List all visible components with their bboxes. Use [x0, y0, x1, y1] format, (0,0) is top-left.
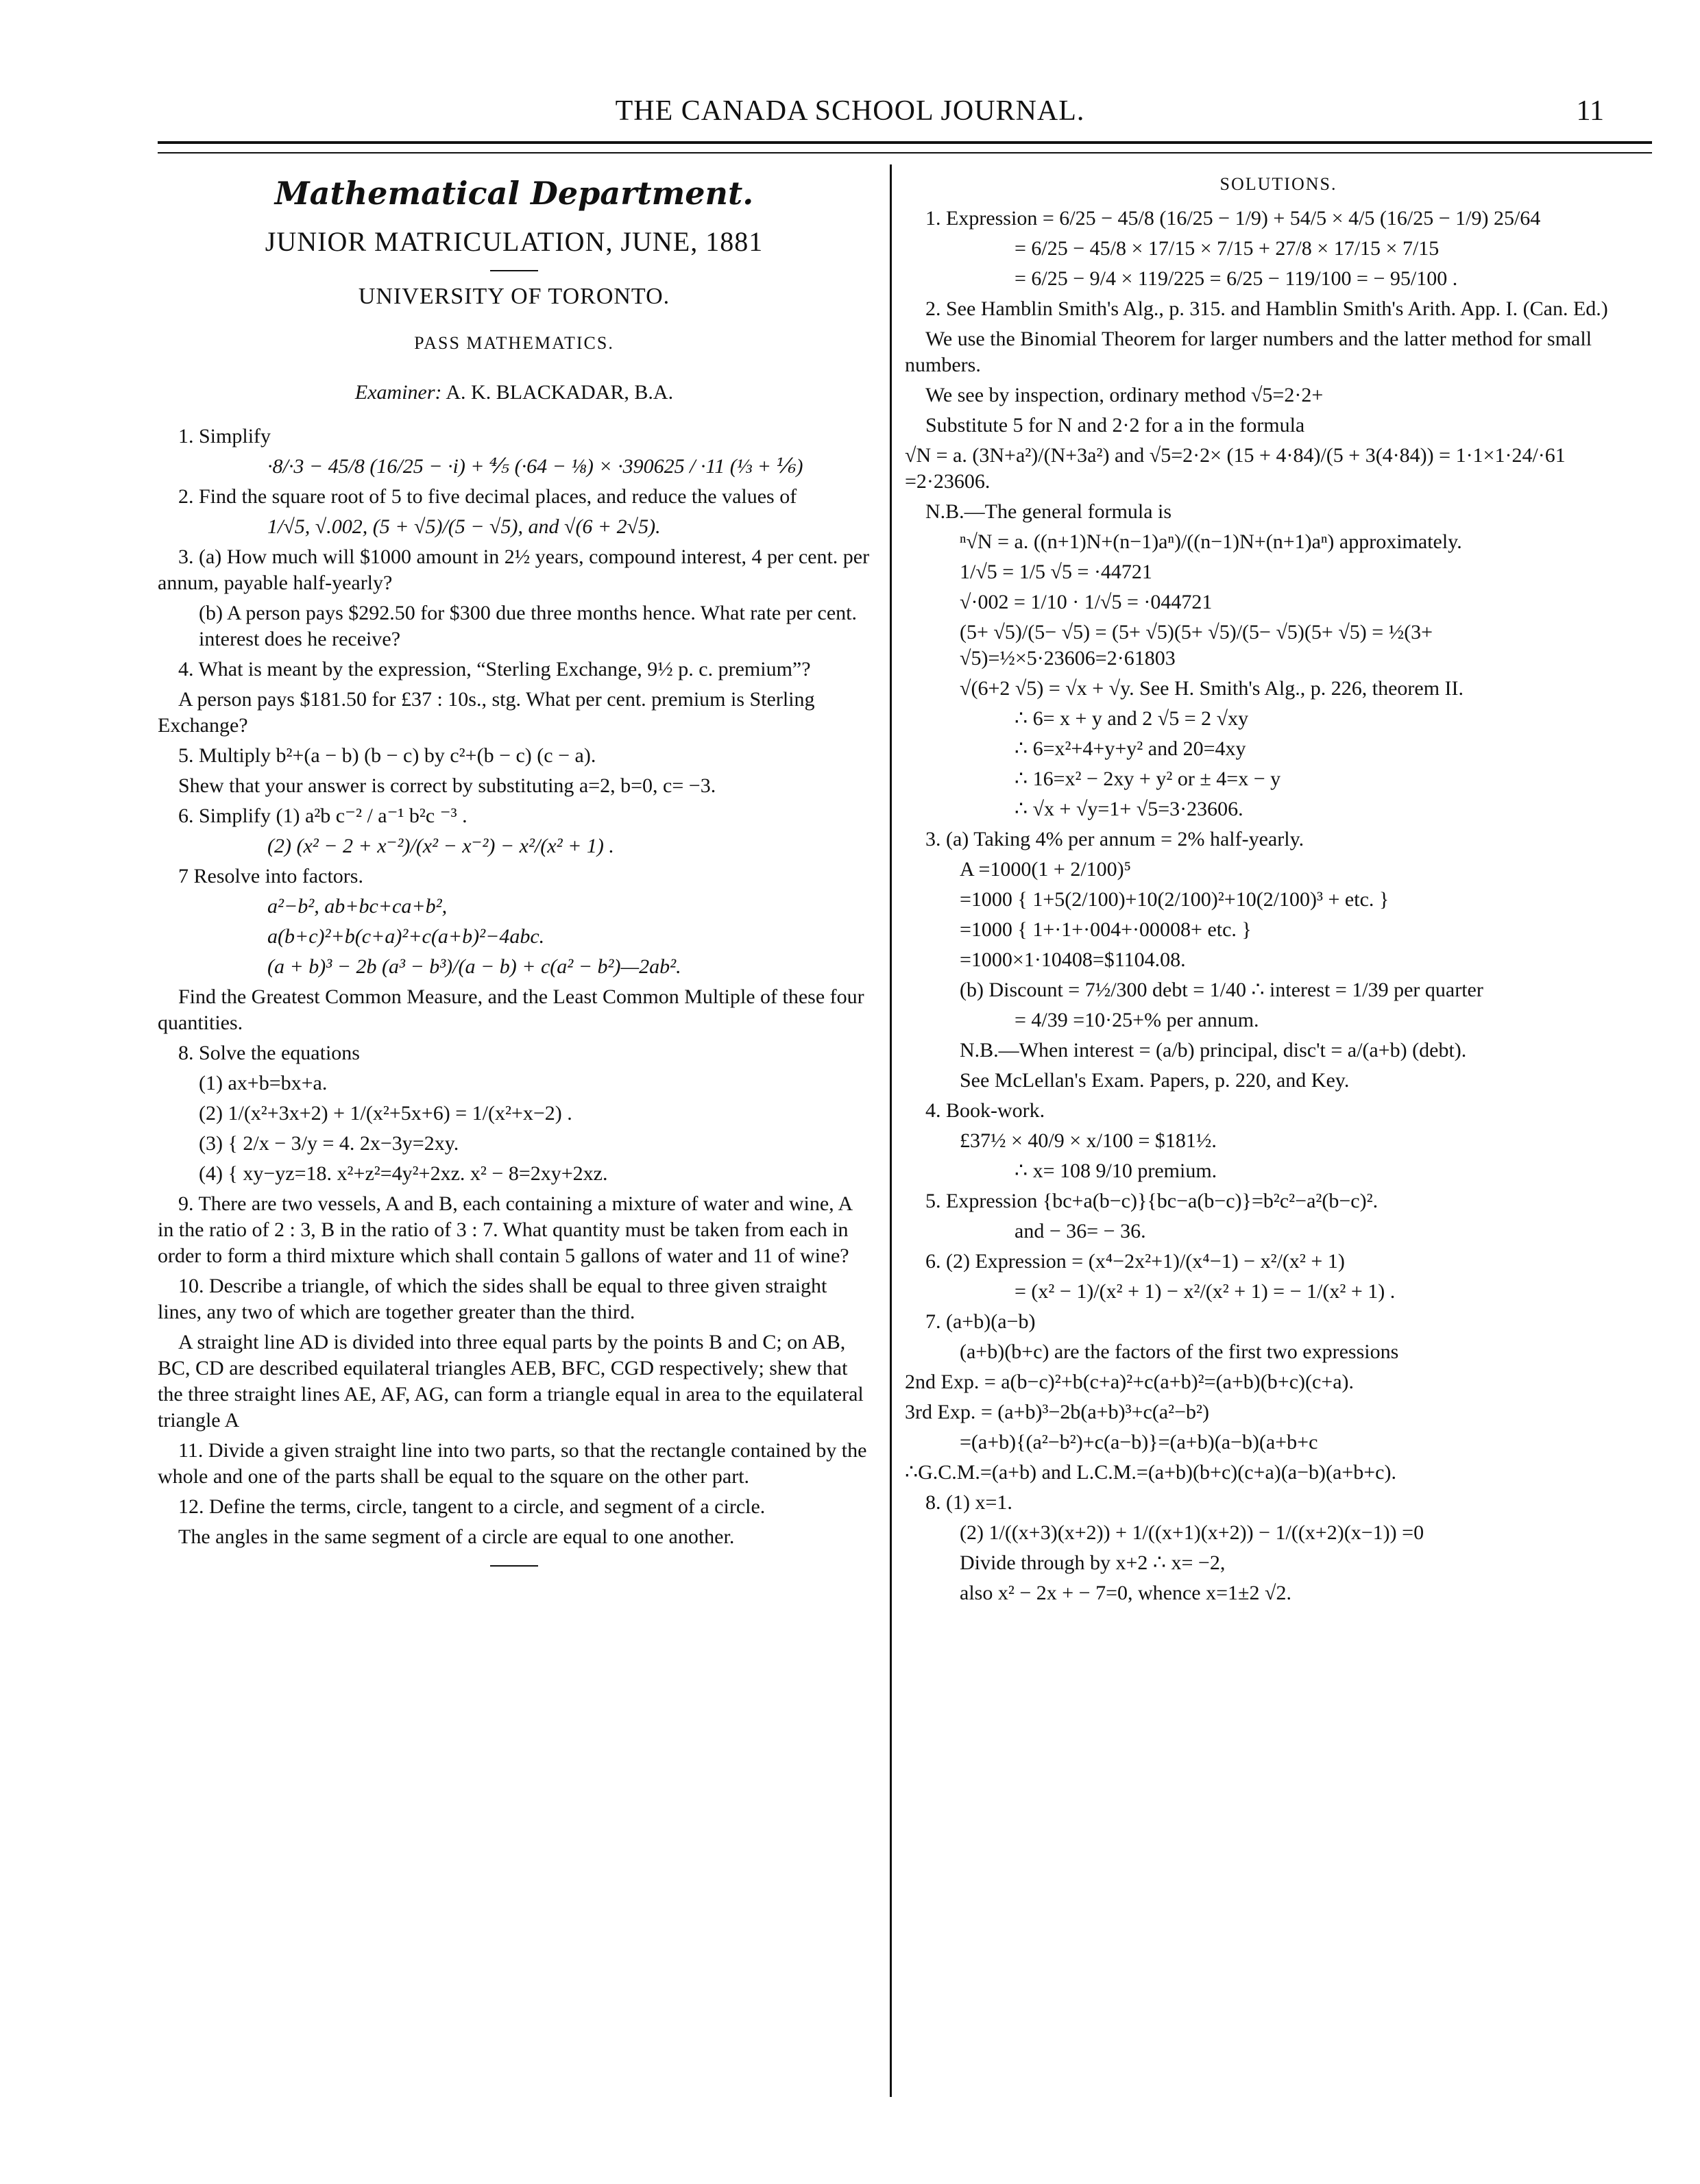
solution-line: ∴ √x + √y=1+ √5=3·23606.	[1015, 798, 1243, 820]
solution-line: 6. (2) Expression = (x⁴−2x²+1)/(x⁴−1) − x²/(x² + 1)	[925, 1250, 1345, 1273]
question-line: (b) A person pays $292.50 for $300 due three months hence. What rate per cent. interest does he receive?	[199, 602, 857, 650]
question-line: 2. Find the square root of 5 to five decimal places, and reduce the values of	[178, 485, 797, 508]
question-line: 11. Divide a given straight line into two parts, so that the rectangle contained by the whole and one of the parts shall be equal to the square on the other part.	[158, 1439, 867, 1488]
solution-line: also x² − 2x + − 7=0, whence x=1±2 √2.	[960, 1582, 1291, 1604]
solution-line: ∴G.C.M.=(a+b) and L.C.M.=(a+b)(b+c)(c+a)(a−b)(a+b+c).	[905, 1461, 1396, 1484]
solution-line: =1000 { 1+5(2/100)+10(2/100)²+10(2/100)³ + etc. }	[960, 888, 1389, 911]
solution-line: = 6/25 − 9/4 × 119/225 = 6/25 − 119/100 = − 95/100 .	[1015, 267, 1458, 290]
question-line: 6. Simplify (1) a²b c⁻² / a⁻¹ b²c ⁻³ .	[178, 805, 467, 827]
solution-line: N.B.—The general formula is	[925, 500, 1172, 523]
solution-line: 4. Book-work.	[925, 1099, 1045, 1122]
solution-line: We use the Binomial Theorem for larger numbers and the latter method for small numbers.	[905, 328, 1592, 376]
solution-line: 3rd Exp. = (a+b)³−2b(a+b)³+c(a²−b²)	[905, 1401, 1210, 1423]
question-line: (4) { xy−yz=18. x²+z²=4y²+2xz. x² − 8=2xy+2xz.	[199, 1162, 608, 1185]
right-column	[905, 171, 1652, 1610]
solution-line: A =1000(1 + 2/100)⁵	[960, 858, 1132, 881]
solution-line: √(6+2 √5) = √x + √y. See H. Smith's Alg., p. 226, theorem II.	[960, 677, 1464, 700]
question-line: 10. Describe a triangle, of which the sides shall be equal to three given straight lines, any two of which are together greater than the third.	[158, 1275, 827, 1323]
solution-line: ∴ x= 108 9/10 premium.	[1015, 1160, 1217, 1182]
question-line: (a + b)³ − 2b (a³ − b³)/(a − b) + c(a² − b²)—2ab².	[267, 955, 681, 978]
question-line: 7 Resolve into factors.	[178, 865, 363, 887]
solution-line: ∴ 16=x² − 2xy + y² or ± 4=x − y	[1015, 768, 1281, 790]
solution-line: £37½ × 40/9 × x/100 = $181½.	[960, 1129, 1217, 1152]
solution-line: (b) Discount = 7½/300 debt = 1/40 ∴ interest = 1/39 per quarter	[960, 979, 1483, 1001]
header-rule-bottom	[158, 152, 1652, 154]
solution-line: N.B.—When interest = (a/b) principal, disc't = a/(a+b) (debt).	[960, 1039, 1467, 1062]
journal-title: THE CANADA SCHOOL JOURNAL.	[615, 95, 1085, 127]
solution-line: =1000×1·10408=$1104.08.	[960, 948, 1186, 971]
question-line: 8. Solve the equations	[178, 1042, 360, 1064]
question-line: 5. Multiply b²+(a − b) (b − c) by c²+(b − c) (c − a).	[178, 744, 596, 767]
solution-line: (2) 1/((x+3)(x+2)) + 1/((x+1)(x+2)) − 1/((x+2)(x−1)) =0	[960, 1521, 1424, 1544]
solutions-list	[905, 206, 1652, 1606]
question-line: a²−b², ab+bc+ca+b²,	[267, 895, 448, 918]
question-line: 12. Define the terms, circle, tangent to a circle, and segment of a circle.	[178, 1495, 766, 1518]
question-line: Shew that your answer is correct by substituting a=2, b=0, c= −3.	[178, 774, 716, 797]
column-divider	[890, 164, 892, 2097]
solution-line: and − 36= − 36.	[1015, 1220, 1146, 1242]
department-title: Mathematical Department.	[274, 175, 754, 212]
examiner-line	[158, 380, 871, 406]
solution-line: 8. (1) x=1.	[925, 1491, 1012, 1514]
solution-line: (a+b)(b+c) are the factors of the first two expressions	[960, 1340, 1399, 1363]
solution-line: ∴ 6=x²+4+y+y² and 20=4xy	[1015, 737, 1246, 760]
question-line: A person pays $181.50 for £37 : 10s., stg. What per cent. premium is Sterling Exchange?	[158, 688, 815, 737]
short-divider	[490, 270, 538, 271]
solution-line: √·002 = 1/10 · 1/√5 = ·044721	[960, 591, 1213, 613]
solution-line: = (x² − 1)/(x² + 1) − x²/(x² + 1) = − 1/(x² + 1) .	[1015, 1280, 1396, 1303]
left-column	[158, 171, 871, 1579]
question-line: 9. There are two vessels, A and B, each containing a mixture of water and wine, A in the ratio of 2 : 3, B in the ratio of 3 : 7. What quantity must be taken from each in order to form a third mixture which shall contain 5 gallons of water and 11 of wine?	[158, 1192, 852, 1267]
solution-line: =1000 { 1+·1+·004+·00008+ etc. }	[960, 918, 1252, 941]
question-line: 1. Simplify	[178, 425, 271, 447]
examiner-label: Examiner:	[354, 381, 442, 404]
solution-line: (5+ √5)/(5− √5) = (5+ √5)(5+ √5)/(5− √5)(5+ √5) = ½(3+ √5)=½×5·23606=2·61803	[960, 621, 1433, 670]
solution-line: ⁿ√N = a. ((n+1)N+(n−1)aⁿ)/((n−1)N+(n+1)aⁿ) approximately.	[960, 530, 1462, 553]
solution-line: 3. (a) Taking 4% per annum = 2% half-yearly.	[925, 828, 1304, 850]
end-divider	[490, 1565, 538, 1567]
page-number: 11	[1576, 95, 1604, 127]
solution-line: We see by inspection, ordinary method √5=2·2+	[925, 384, 1324, 406]
solutions-heading: SOLUTIONS.	[1219, 174, 1337, 194]
solution-line: 1/√5 = 1/5 √5 = ·44721	[960, 561, 1152, 583]
question-line: A straight line AD is divided into three equal parts by the points B and C; on AB, BC, CD are described equilateral triangles AEB, BFC, CGD respectively; shew that the three straight lines AE, AF, AG, can form a triangle equal in area to the equilateral triangle A	[158, 1331, 864, 1432]
solution-line: 5. Expression {bc+a(b−c)}{bc−a(b−c)}=b²c²−a²(b−c)².	[925, 1190, 1379, 1212]
solution-line: = 6/25 − 45/8 × 17/15 × 7/15 + 27/8 × 17/15 × 7/15	[1015, 237, 1440, 260]
solution-line: = 4/39 =10·25+% per annum.	[1015, 1009, 1259, 1031]
question-line: 1/√5, √.002, (5 + √5)/(5 − √5), and √(6 + 2√5).	[267, 515, 661, 538]
question-line: Find the Greatest Common Measure, and the Least Common Multiple of these four quantities.	[158, 985, 864, 1034]
solution-line: 2. See Hamblin Smith's Alg., p. 315. and Hamblin Smith's Arith. App. I. (Can. Ed.)	[925, 297, 1608, 320]
exam-questions	[158, 424, 871, 1550]
question-line: The angles in the same segment of a circle are equal to one another.	[178, 1525, 735, 1548]
question-line: (2) (x² − 2 + x⁻²)/(x² − x⁻²) − x²/(x² + 1) .	[267, 835, 614, 857]
university-name: UNIVERSITY OF TORONTO.	[358, 284, 670, 309]
examiner-name: A. K. BLACKADAR, B.A.	[446, 381, 674, 404]
question-line: ·8/·3 − 45/8 (16/25 − ·i) + ⅘ (·64 − ⅛) × ·390625 / ·11 (⅓ + ⅙)	[267, 455, 803, 478]
solution-line: 7. (a+b)(a−b)	[925, 1310, 1036, 1333]
solution-line: ∴ 6= x + y and 2 √5 = 2 √xy	[1015, 707, 1249, 730]
pass-heading: PASS MATHEMATICS.	[414, 333, 614, 353]
question-line: (2) 1/(x²+3x+2) + 1/(x²+5x+6) = 1/(x²+x−2) .	[199, 1102, 572, 1125]
solution-line: =(a+b){(a²−b²)+c(a−b)}=(a+b)(a−b)(a+b+c	[960, 1431, 1318, 1453]
solution-line: Substitute 5 for N and 2·2 for a in the formula	[925, 414, 1305, 437]
solution-line: See McLellan's Exam. Papers, p. 220, and Key.	[960, 1069, 1350, 1092]
question-line: 3. (a) How much will $1000 amount in 2½ years, compound interest, 4 per cent. per annum, payable half-yearly?	[158, 545, 870, 594]
question-line: a(b+c)²+b(c+a)²+c(a+b)²−4abc.	[267, 925, 545, 948]
header-rule-top	[158, 141, 1652, 144]
question-line: 4. What is meant by the expression, “Sterling Exchange, 9½ p. c. premium”?	[178, 658, 811, 680]
solution-line: √N = a. (3N+a²)/(N+3a²) and √5=2·2× (15 + 4·84)/(5 + 3(4·84)) = 1·1×1·24/·61 =2·23606.	[905, 444, 1566, 493]
exam-title: JUNIOR MATRICULATION, JUNE, 1881	[265, 226, 764, 257]
question-line: (3) { 2/x − 3/y = 4. 2x−3y=2xy.	[199, 1132, 459, 1155]
solution-line: 2nd Exp. = a(b−c)²+b(c+a)²+c(a+b)²=(a+b)(b+c)(c+a).	[905, 1371, 1355, 1393]
question-line: (1) ax+b=bx+a.	[199, 1072, 328, 1094]
solution-line: 1. Expression = 6/25 − 45/8 (16/25 − 1/9) + 54/5 × 4/5 (16/25 − 1/9) 25/64	[925, 207, 1541, 230]
solution-line: Divide through by x+2 ∴ x= −2,	[960, 1551, 1226, 1574]
